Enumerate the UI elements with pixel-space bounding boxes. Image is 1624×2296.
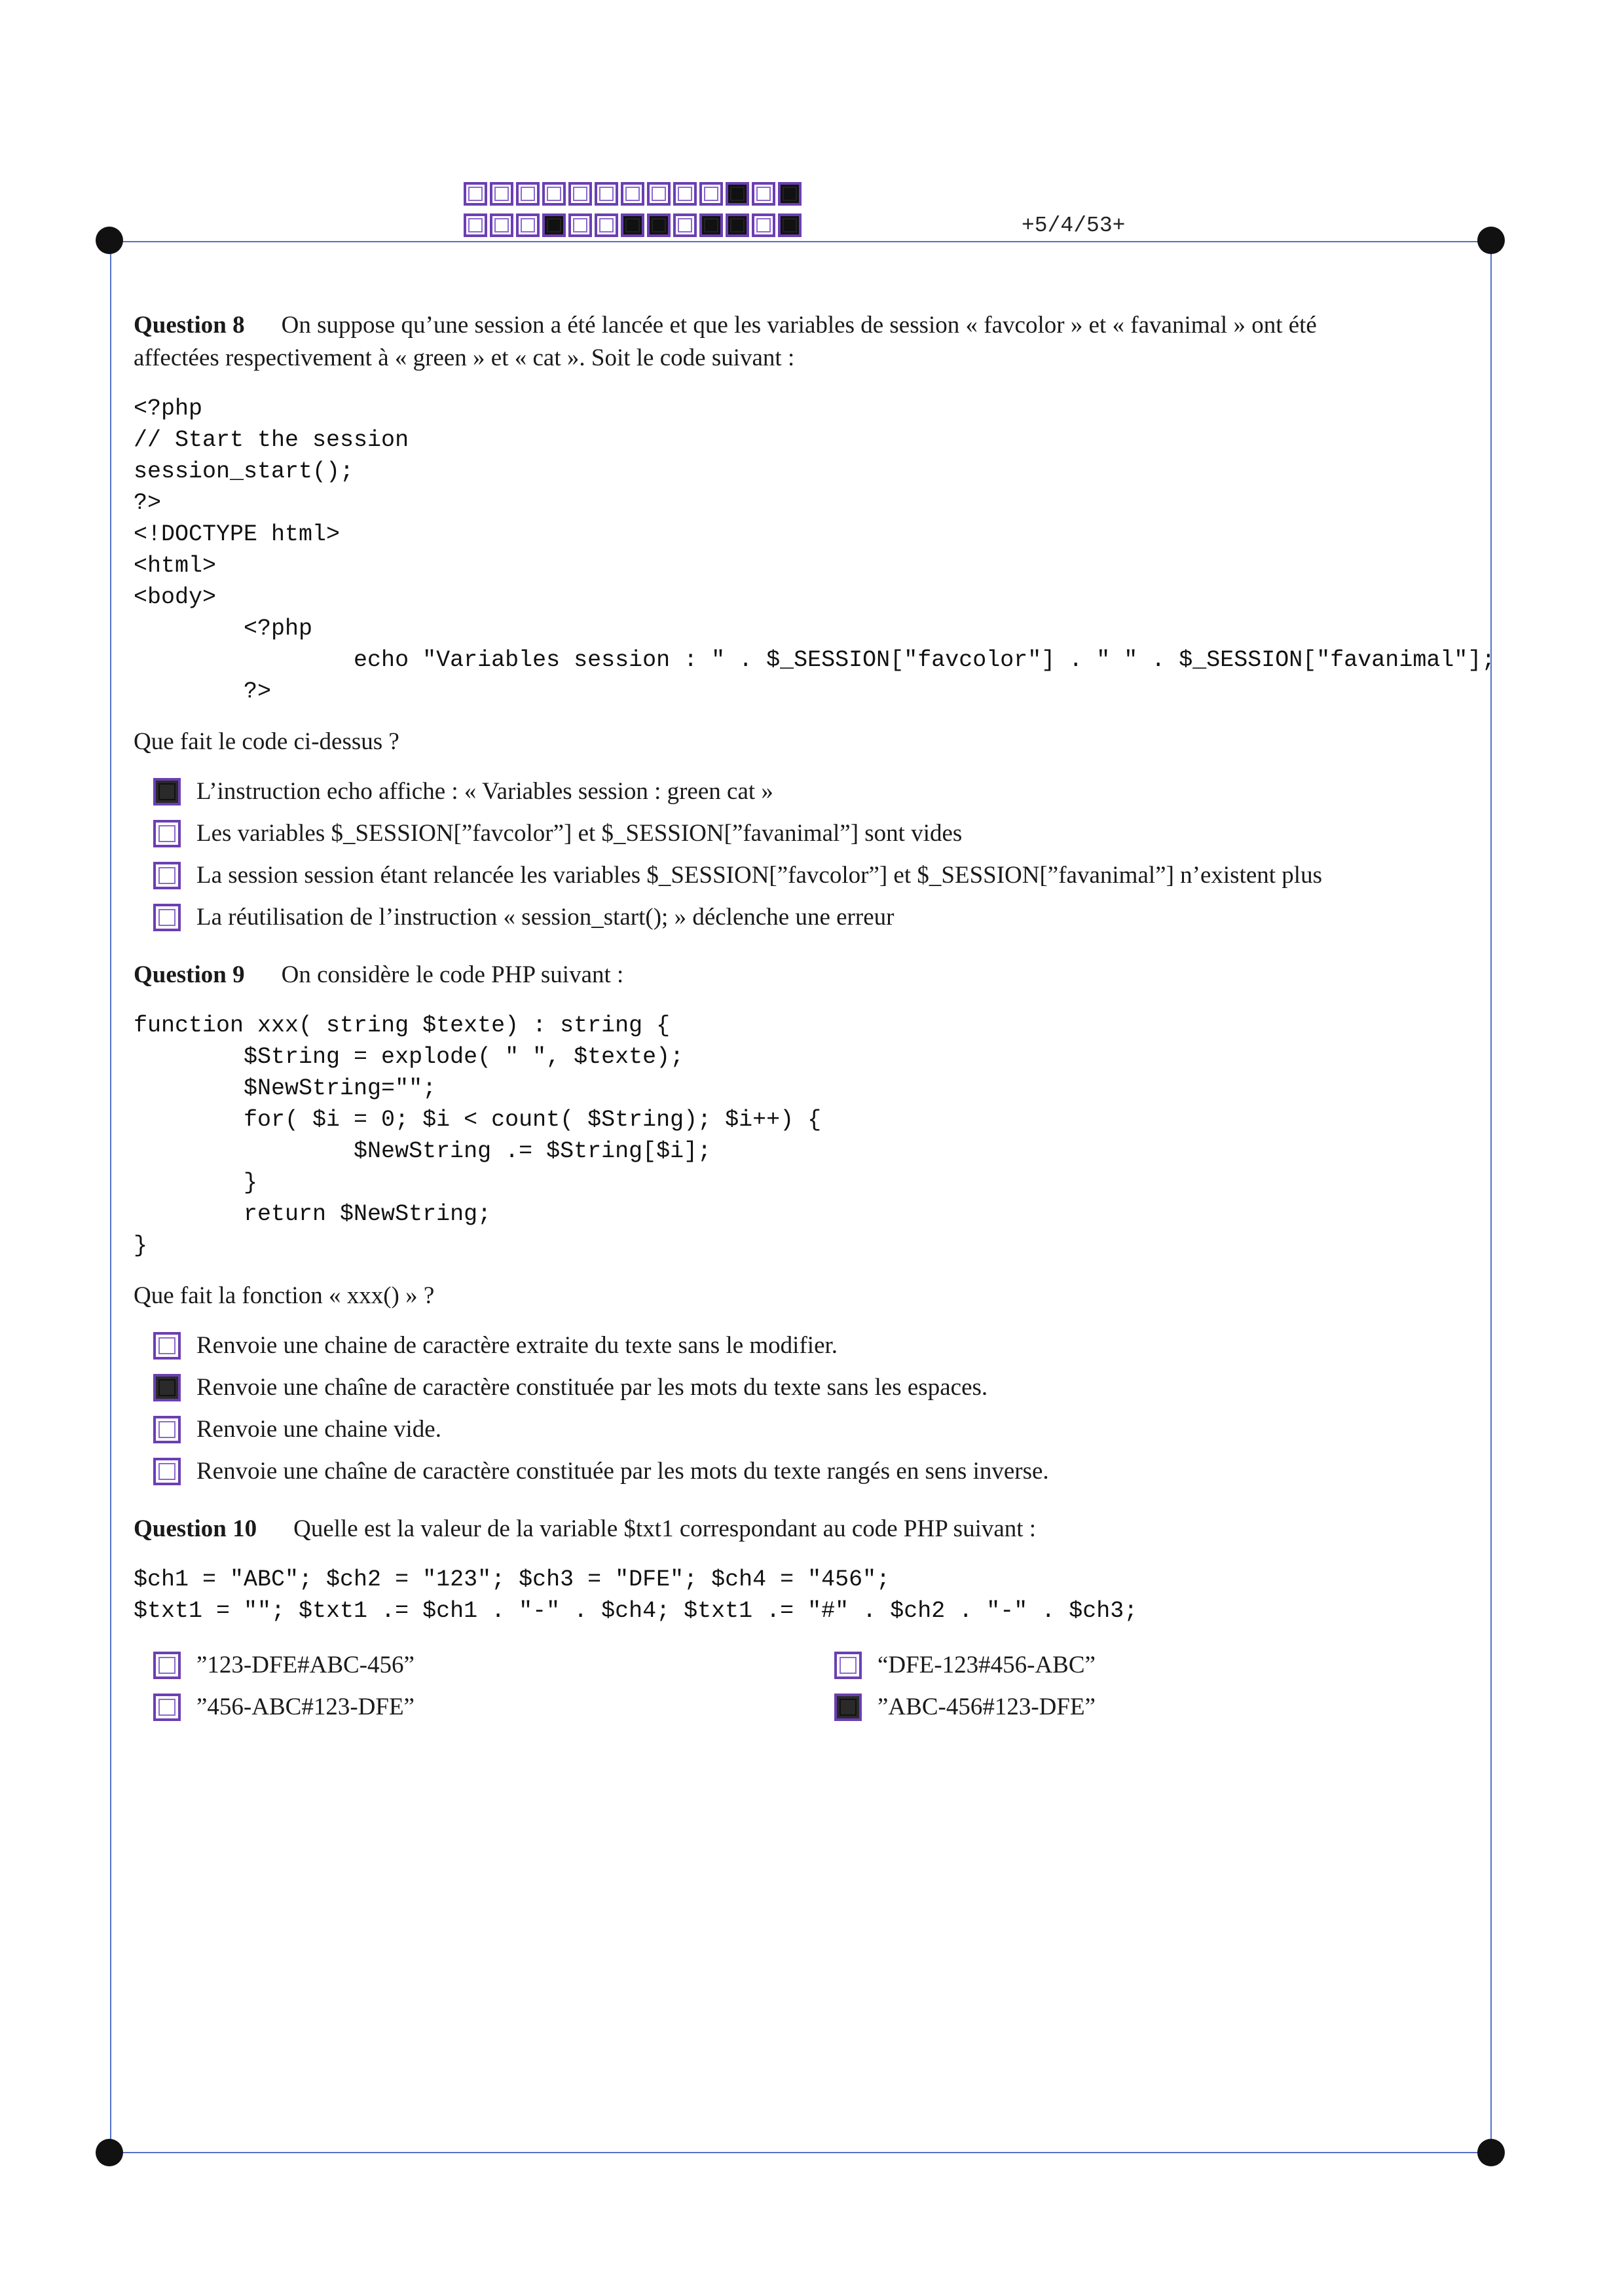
answer-text: Les variables $_SESSION[”favcolor”] et $_SESSION[”favanimal”] sont vides (196, 820, 963, 847)
answer-option[interactable] (153, 1371, 1483, 1404)
answer-option[interactable] (153, 1413, 1483, 1446)
barcode-cell (490, 213, 513, 237)
answer-grid (153, 1649, 1483, 1724)
answer-checkbox[interactable] (153, 1374, 181, 1401)
barcode-cell (542, 213, 566, 237)
barcode-cell (699, 213, 723, 237)
answer-checkbox[interactable] (153, 1694, 181, 1721)
answer-checkbox[interactable] (834, 1694, 862, 1721)
answer-option[interactable] (153, 1455, 1483, 1488)
question-label: Question 10 (134, 1515, 257, 1542)
answer-checkbox[interactable] (153, 778, 181, 805)
answer-list (153, 1329, 1483, 1488)
answer-option[interactable] (153, 775, 1483, 808)
barcode-cell (699, 182, 723, 206)
barcode-cell (595, 182, 618, 206)
answer-checkbox[interactable] (153, 1416, 181, 1443)
barcode-cell (647, 213, 671, 237)
barcode-cell (621, 182, 644, 206)
barcode-row-1 (464, 182, 802, 206)
answer-option[interactable] (834, 1649, 1424, 1682)
answer-checkbox[interactable] (153, 1332, 181, 1360)
answer-text: ”123-DFE#ABC-456” (196, 1652, 415, 1678)
barcode-cell (542, 182, 566, 206)
barcode-cell (516, 213, 540, 237)
code-block: function xxx( string $texte) : string { $String = explode( " ", $texte); $NewString=""; for( $i = 0; $i < count( $String); $i++) { $NewString .= $String[$i]; } return $NewString; } (134, 1012, 822, 1259)
code-block: <?php // Start the session session_start(); ?> <!DOCTYPE html> <html> <body> <?php echo "Variables session : " . $_SESSION["favcolor"] . " " . $_SESSION["favanimal"]; ?> (134, 396, 1496, 705)
answer-option[interactable] (153, 1691, 834, 1724)
corner-mark-bottom-right (1477, 2139, 1505, 2166)
corner-mark-top-right (1477, 227, 1505, 254)
question-label: Question 9 (134, 961, 245, 988)
answer-text: ”ABC-456#123-DFE” (877, 1694, 1096, 1720)
corner-mark-top-left (96, 227, 123, 254)
page-code: +5/4/53+ (1022, 213, 1126, 238)
answer-list (153, 775, 1483, 934)
answer-text: La session session étant relancée les variables $_SESSION[”favcolor”] et $_SESSION[”favanimal”] n’existent plus (196, 862, 1322, 889)
answer-option[interactable] (153, 1649, 834, 1682)
barcode-cell (647, 182, 671, 206)
barcode-cell (621, 213, 644, 237)
answer-option[interactable] (153, 1329, 1483, 1362)
question-text: On considère le code PHP suivant : (281, 961, 624, 988)
barcode-cell (726, 213, 749, 237)
answer-text: Renvoie une chaine de caractère extraite du texte sans le modifier. (196, 1332, 838, 1359)
barcode-cell (752, 213, 775, 237)
question-text-cont: affectées respectivement à « green » et « cat ». Soit le code suivant : (134, 344, 795, 371)
answer-checkbox[interactable] (834, 1652, 862, 1679)
barcode-cell (464, 213, 487, 237)
barcode-cell (673, 213, 697, 237)
answer-text: Renvoie une chaîne de caractère constituée par les mots du texte rangés en sens inverse. (196, 1458, 1049, 1485)
barcode-cell (673, 182, 697, 206)
barcode-cell (568, 182, 592, 206)
barcode-cell (726, 182, 749, 206)
answer-checkbox[interactable] (153, 904, 181, 931)
corner-mark-bottom-left (96, 2139, 123, 2166)
answer-text: Renvoie une chaine vide. (196, 1416, 441, 1443)
question-text: Quelle est la valeur de la variable $txt1 correspondant au code PHP suivant : (293, 1515, 1037, 1542)
barcode-row-2 (464, 213, 802, 237)
question-label: Question 8 (134, 312, 245, 339)
answer-checkbox[interactable] (153, 862, 181, 889)
barcode-cell (464, 182, 487, 206)
barcode-cell (752, 182, 775, 206)
answer-text: La réutilisation de l’instruction « session_start(); » déclenche une erreur (196, 904, 895, 931)
question-prompt: Que fait la fonction « xxx() » ? (134, 1282, 435, 1309)
answer-text: ”456-ABC#123-DFE” (196, 1694, 415, 1720)
barcode-cell (778, 182, 802, 206)
answer-checkbox[interactable] (153, 1458, 181, 1485)
answer-text: “DFE-123#456-ABC” (877, 1652, 1096, 1678)
question-9-text (134, 959, 1483, 991)
exam-content (134, 309, 1496, 1724)
question-text: On suppose qu’une session a été lancée et que les variables de session « favcolor » et « favanimal » ont été (281, 312, 1317, 339)
answer-option[interactable] (153, 859, 1483, 892)
barcode-cell (595, 213, 618, 237)
question-prompt: Que fait le code ci-dessus ? (134, 728, 399, 755)
question-8-text (134, 309, 1483, 375)
answer-text: Renvoie une chaîne de caractère constituée par les mots du texte sans les espaces. (196, 1374, 988, 1401)
barcode-cell (516, 182, 540, 206)
code-block: $ch1 = "ABC"; $ch2 = "123"; $ch3 = "DFE"; $ch4 = "456"; $txt1 = ""; $txt1 .= $ch1 . "-" . $ch4; $txt1 .= "#" . $ch2 . "-" . $ch3; (134, 1566, 1138, 1624)
barcode-cell (490, 182, 513, 206)
answer-option[interactable] (153, 901, 1483, 934)
answer-checkbox[interactable] (153, 820, 181, 847)
barcode-cell (568, 213, 592, 237)
answer-option[interactable] (834, 1691, 1424, 1724)
answer-checkbox[interactable] (153, 1652, 181, 1679)
answer-text: L’instruction echo affiche : « Variables session : green cat » (196, 778, 773, 805)
barcode-cell (778, 213, 802, 237)
answer-option[interactable] (153, 817, 1483, 850)
question-10-text (134, 1513, 1483, 1546)
